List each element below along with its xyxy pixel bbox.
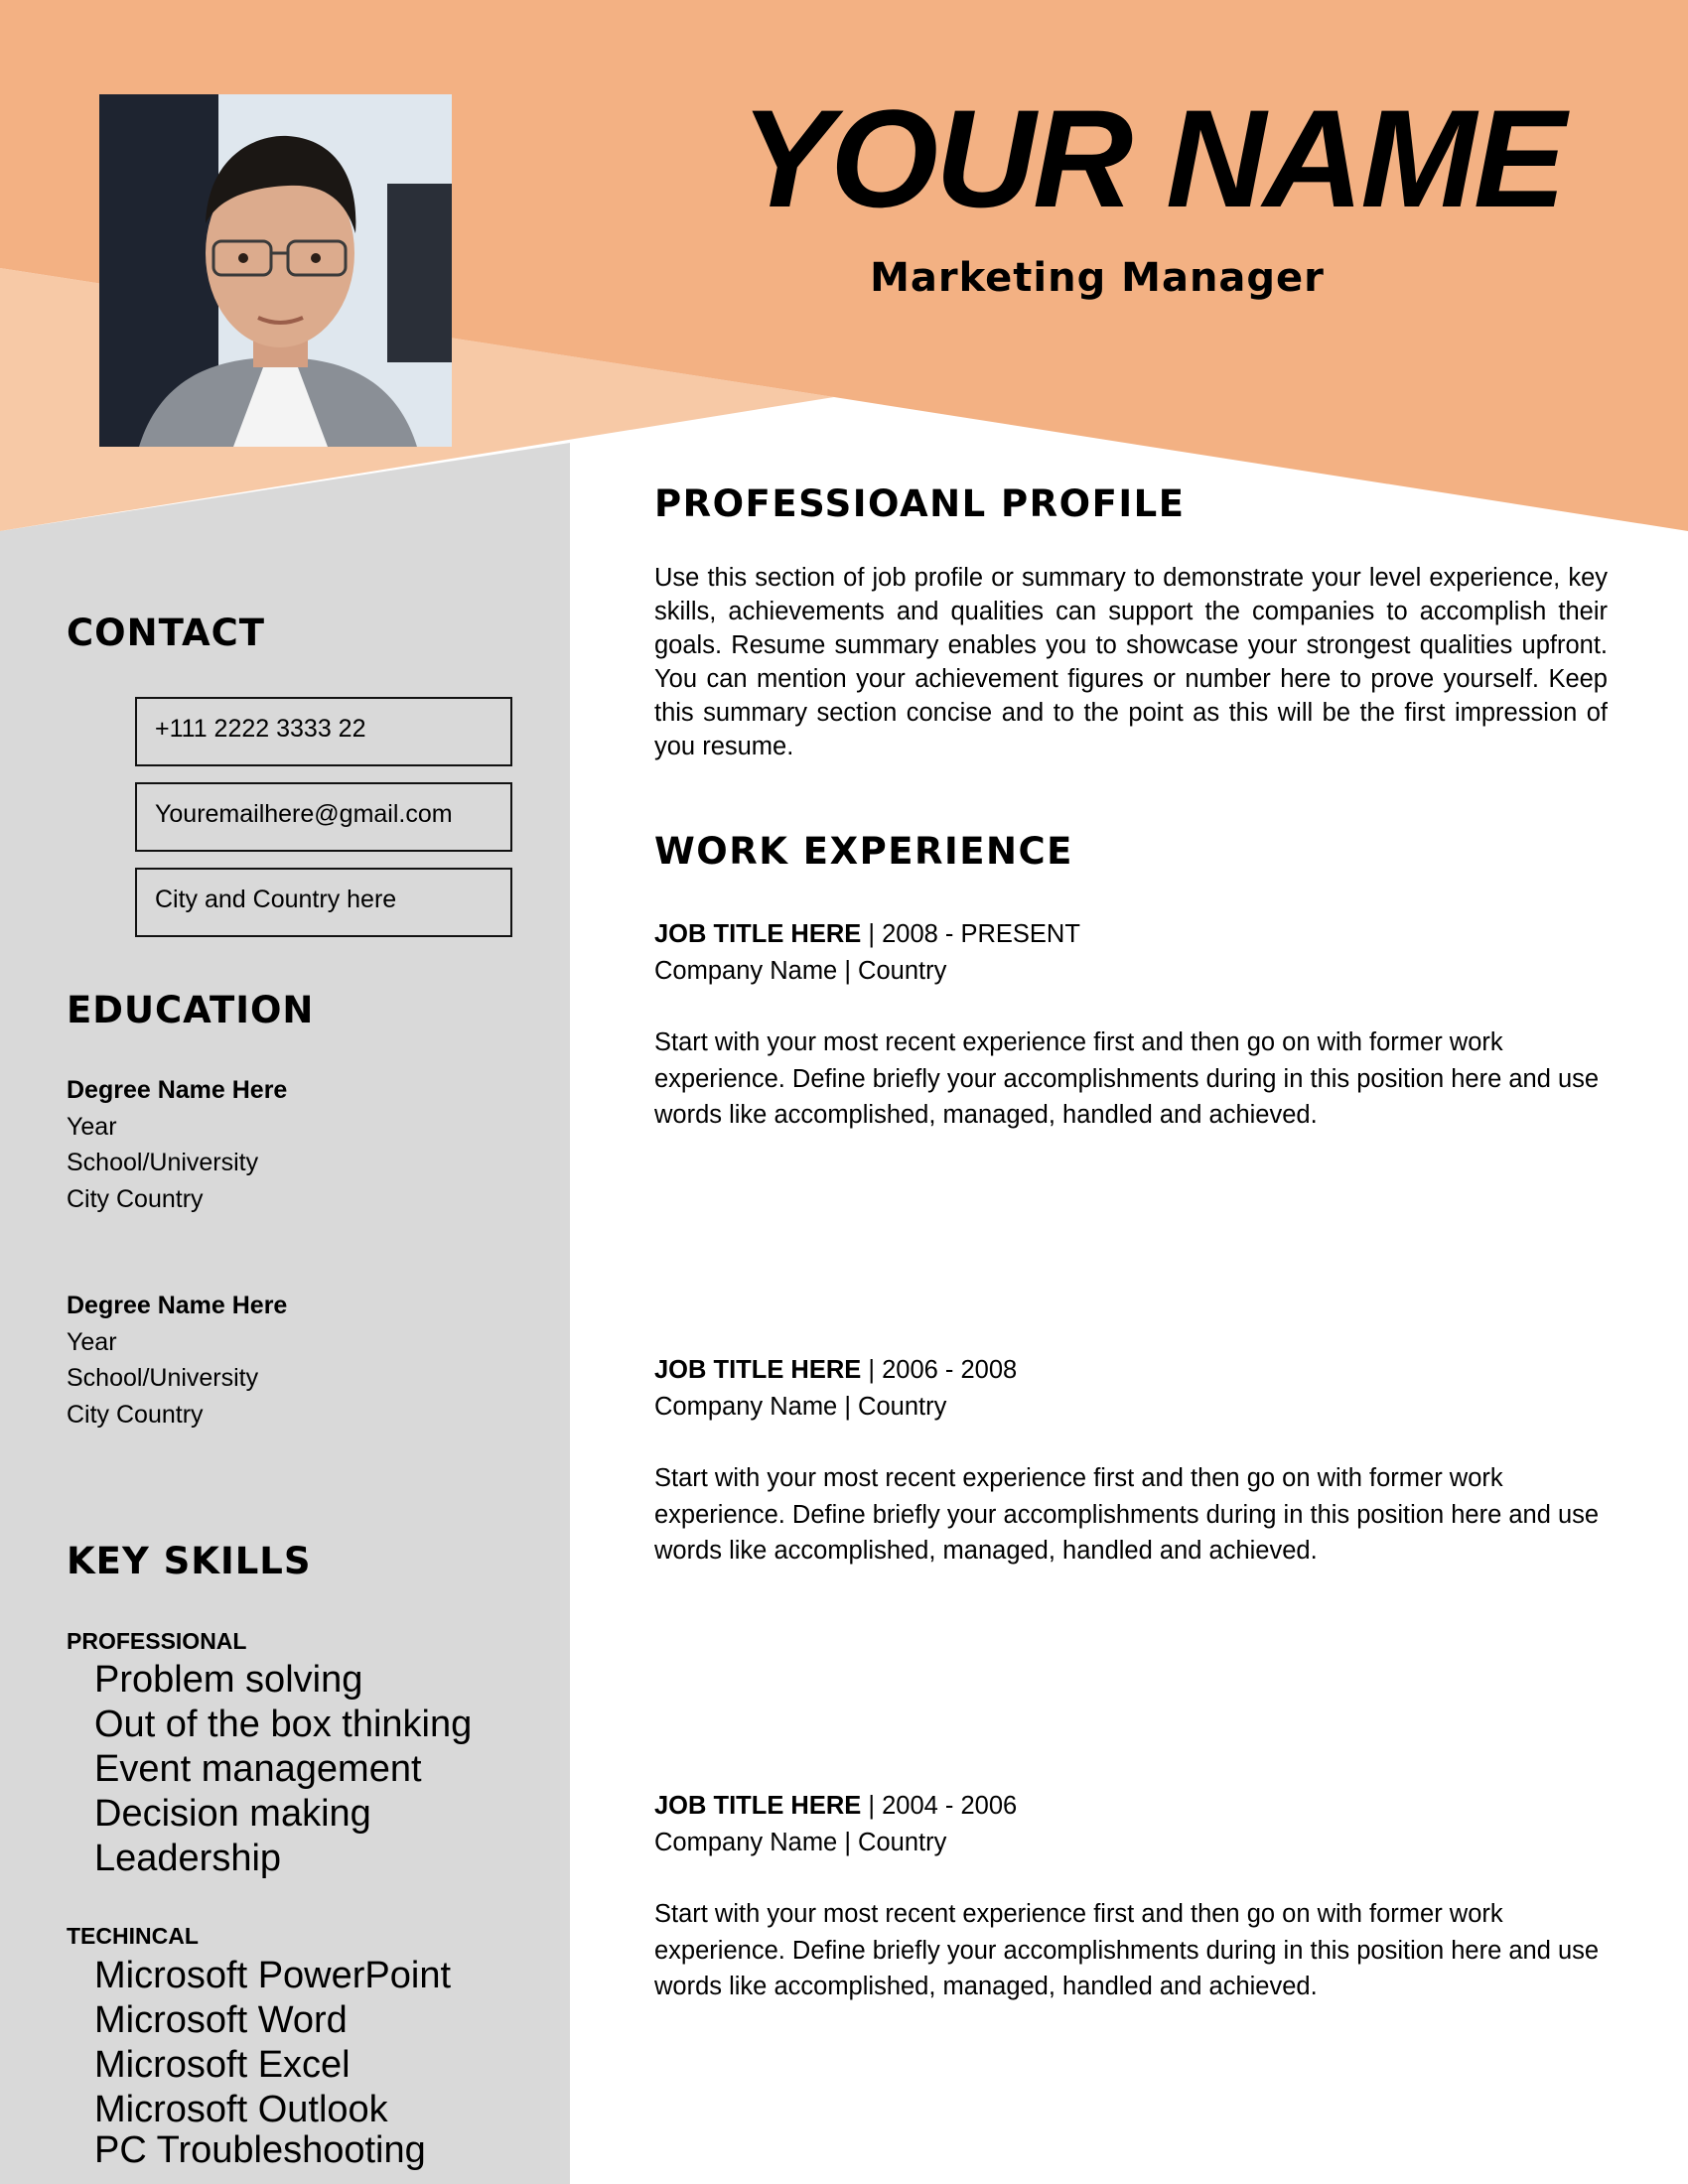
job-period: 2004 - 2006 bbox=[882, 1792, 1018, 1820]
skill-item: Decision making bbox=[94, 1793, 371, 1835]
job-entry bbox=[654, 916, 1608, 1134]
degree-city: City Country bbox=[67, 1184, 204, 1213]
degree-school: School/University bbox=[67, 1364, 259, 1392]
job-entry bbox=[654, 1788, 1608, 2005]
skill-item: Out of the box thinking bbox=[94, 1704, 473, 1745]
degree-school: School/University bbox=[67, 1149, 259, 1176]
contact-heading: CONTACT bbox=[67, 612, 265, 654]
job-description: Start with your most recent experience first and then go on with former work experience. Define briefly your accomplishments during in this position here and use words like accomplished, managed, handled and achieved. bbox=[654, 1464, 1600, 1565]
skill-item: Microsoft Excel bbox=[94, 2044, 351, 2086]
skill-item: Microsoft PowerPoint bbox=[94, 1955, 452, 1996]
key-skills-heading: KEY SKILLS bbox=[67, 1540, 312, 1582]
job-title-label: JOB TITLE HERE bbox=[654, 920, 862, 948]
technical-skills-label: TECHINCAL bbox=[67, 1923, 199, 1949]
degree-year: Year bbox=[67, 1112, 117, 1141]
separator: | bbox=[861, 1792, 883, 1820]
skill-item: Microsoft Word bbox=[94, 1999, 348, 2041]
separator: | bbox=[861, 920, 883, 948]
profile-summary: Use this section of job profile or summary to demonstrate your level experience, key skills, achievements and qualities can support the companies to accomplish their goals. Resume summary enables you to showcase your strongest qualities upfront. You can mention your achievement figures or number here to prove yourself. Keep this summary section concise and to the point as this will be the first impression of you resume. bbox=[654, 564, 1608, 760]
location-field: City and Country here bbox=[135, 868, 512, 937]
degree-name: Degree Name Here bbox=[67, 1292, 288, 1319]
separator: | bbox=[861, 1356, 883, 1384]
skill-item: Leadership bbox=[94, 1838, 282, 1879]
degree-name: Degree Name Here bbox=[67, 1076, 288, 1104]
job-period: 2008 - PRESENT bbox=[882, 920, 1080, 948]
job-title-label: JOB TITLE HERE bbox=[654, 1356, 862, 1384]
phone-field: +111 2222 3333 22 bbox=[135, 697, 512, 766]
job-header bbox=[654, 1788, 1608, 1825]
skill-item: Microsoft Outlook bbox=[94, 2089, 388, 2130]
job-entry bbox=[654, 1352, 1608, 1570]
profile-photo bbox=[99, 94, 452, 447]
job-description: Start with your most recent experience first and then go on with former work experience. Define briefly your accomplishments during in this position here and use words like accomplished, managed, handled and achieved. bbox=[654, 1900, 1600, 2000]
job-header bbox=[654, 916, 1608, 953]
job-title-label: JOB TITLE HERE bbox=[654, 1792, 862, 1820]
skill-item: PC Troubleshooting bbox=[94, 2129, 426, 2171]
job-header bbox=[654, 1352, 1608, 1389]
professional-skills-list bbox=[94, 1658, 472, 1881]
job-company: Company Name | Country bbox=[654, 1392, 947, 1421]
email-field: Youremailhere@gmail.com bbox=[135, 782, 512, 852]
job-description: Start with your most recent experience first and then go on with former work experience. Define briefly your accomplishments during in this position here and use words like accomplished, managed, handled and achieved. bbox=[654, 1028, 1600, 1129]
job-period: 2006 - 2008 bbox=[882, 1356, 1018, 1384]
job-company: Company Name | Country bbox=[654, 1828, 947, 1856]
job-title: Marketing Manager bbox=[870, 255, 1325, 301]
candidate-name: YOUR NAME bbox=[740, 80, 1564, 236]
job-company: Company Name | Country bbox=[654, 956, 947, 985]
clipped-skill-item bbox=[94, 2129, 492, 2171]
degree-city: City Country bbox=[67, 1400, 204, 1429]
degree-year: Year bbox=[67, 1327, 117, 1356]
work-experience-heading: WORK EXPERIENCE bbox=[654, 830, 1073, 873]
education-entry bbox=[67, 1072, 287, 1217]
skill-item: Event management bbox=[94, 1748, 422, 1790]
profile-heading: PROFESSIOANL PROFILE bbox=[654, 482, 1186, 525]
skill-item: Problem solving bbox=[94, 1659, 363, 1701]
education-entry bbox=[67, 1288, 287, 1433]
education-heading: EDUCATION bbox=[67, 989, 315, 1031]
professional-skills-label: PROFESSIONAL bbox=[67, 1628, 247, 1654]
technical-skills-list bbox=[94, 1954, 451, 2132]
